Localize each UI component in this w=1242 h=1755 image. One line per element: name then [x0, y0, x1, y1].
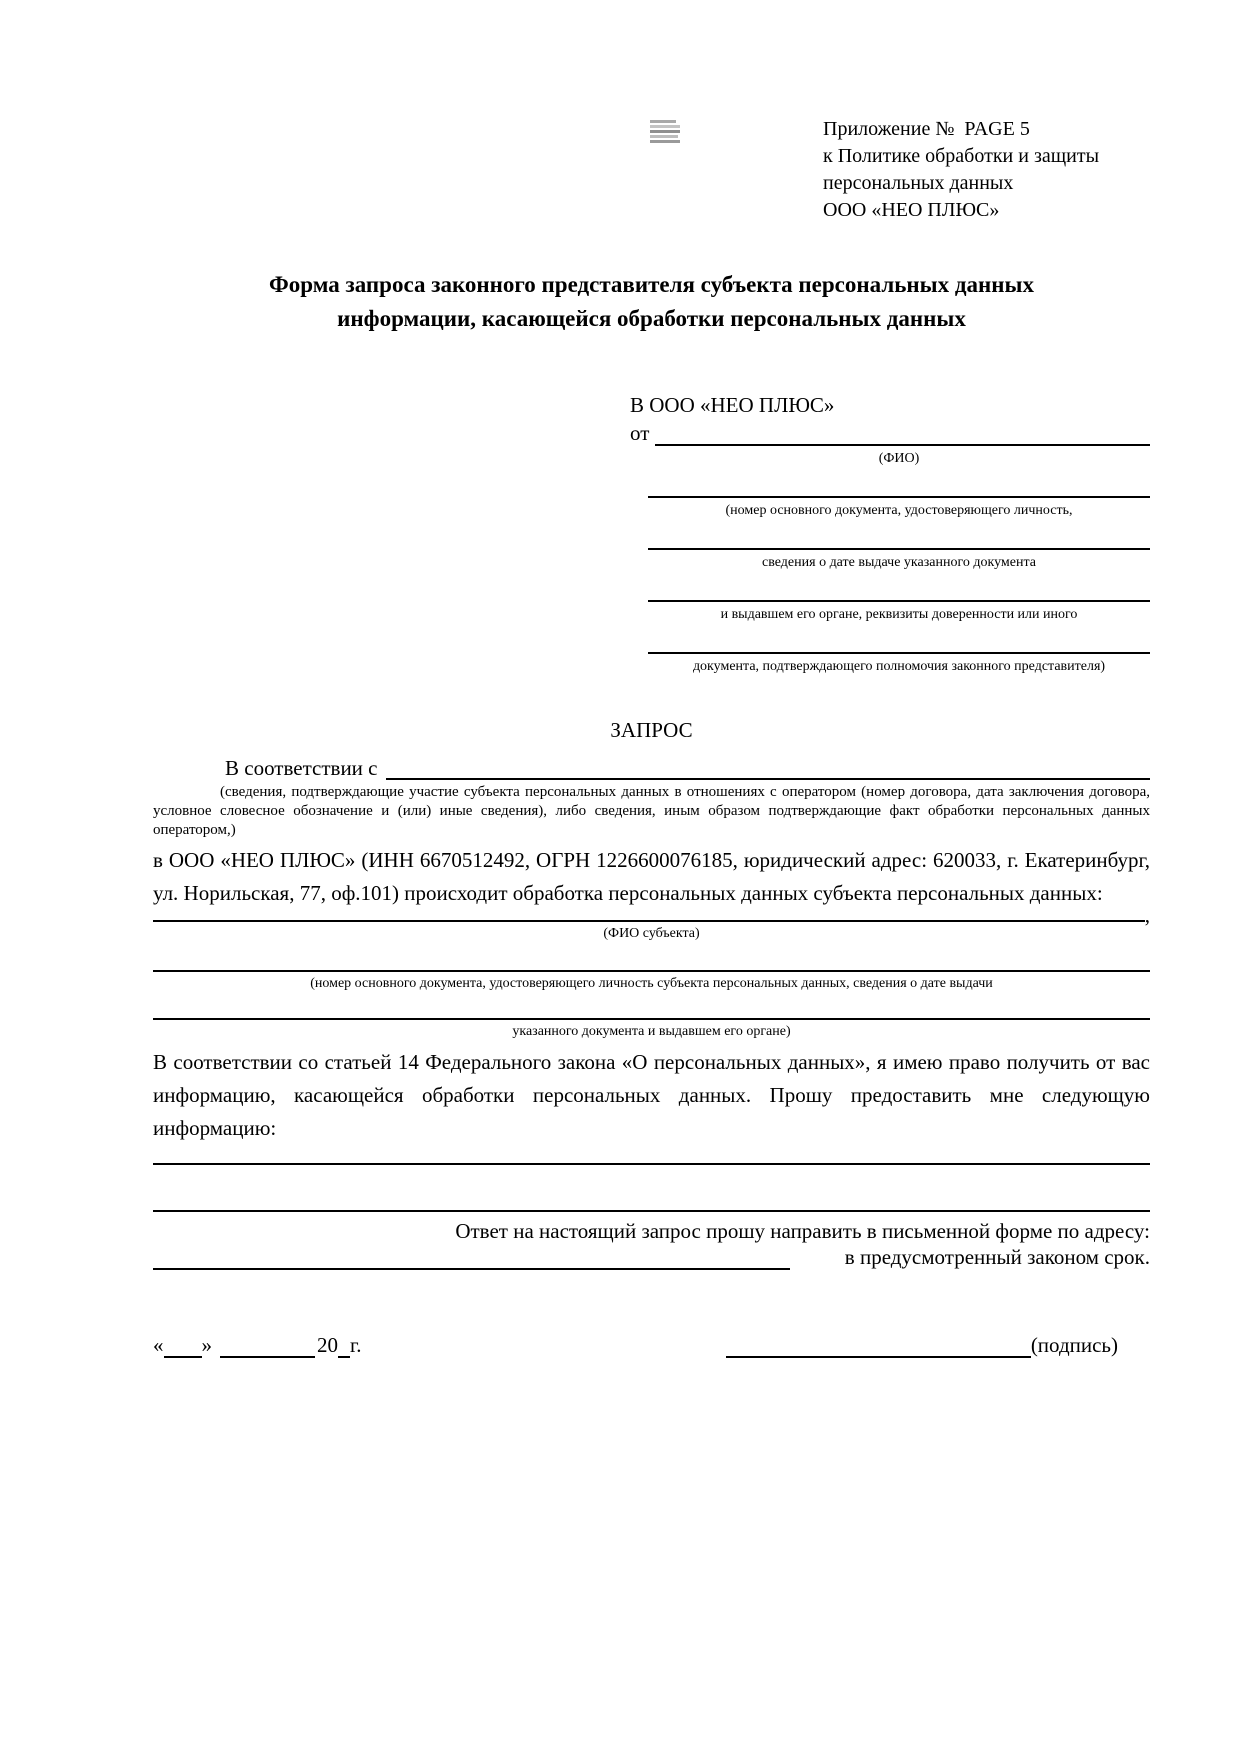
- fio-caption: (ФИО): [878, 451, 920, 466]
- date-year-blank-line: [338, 1336, 350, 1358]
- requested-info-blank-line-1: [153, 1145, 1150, 1165]
- accordance-field-row: [153, 756, 1150, 780]
- reply-address-blank-line: [153, 1244, 790, 1270]
- date-quote-close: »: [201, 1333, 212, 1357]
- subject-doc-blank-line-1: [153, 944, 1150, 972]
- date-year-suffix: г.: [350, 1333, 362, 1357]
- signature-blank-line: [726, 1334, 1031, 1358]
- accordance-label: В соответствии с: [225, 756, 378, 780]
- doc-authority-blank-line: [648, 624, 1150, 654]
- accordance-blank-line: [386, 778, 1151, 780]
- subject-fio-field-row: [153, 903, 1150, 927]
- reply-address-field-row: [153, 1244, 1150, 1270]
- doc-issuer-caption: и выдавшем его органе, реквизиты доверенности или иного: [720, 607, 1078, 622]
- doc-number-blank-line: [648, 468, 1150, 498]
- appendix-policy-line2: персональных данных: [823, 172, 1014, 194]
- date-month-blank-line: [220, 1336, 315, 1358]
- doc-number-caption: (номер основного документа, удостоверяющего личность,: [725, 503, 1073, 518]
- addressee-block: [630, 390, 1150, 676]
- subject-fio-caption: (ФИО субъекта): [603, 926, 700, 941]
- date-signature-row: [153, 1332, 1150, 1358]
- appendix-number-line: Приложение № PAGE 5: [823, 118, 1030, 140]
- appendix-org-line: ООО «НЕО ПЛЮС»: [823, 199, 1000, 221]
- doc-issuer-blank-line: [648, 572, 1150, 602]
- reply-address-line2-text: в предусмотренный законом срок.: [844, 1245, 1150, 1269]
- date-day-blank-line: [164, 1336, 202, 1358]
- from-fio-blank-line: [655, 444, 1150, 446]
- subject-doc-blank-line-2: [153, 994, 1150, 1020]
- appendix-policy-line1: к Политике обработки и защиты: [823, 145, 1100, 167]
- page-title-line1: Форма запроса законного представителя субъекта персональных данных: [269, 272, 1034, 297]
- request-heading: ЗАПРОС: [610, 718, 693, 742]
- addressee-fields: [648, 446, 1150, 676]
- appendix-block: [823, 0, 1150, 224]
- doc-date-blank-line: [648, 520, 1150, 550]
- operator-paragraph: в ООО «НЕО ПЛЮС» (ИНН 6670512492, ОГРН 1226600076185, юридический адрес: 620033, г. Екатеринбург, ул. Норильская, 77, оф.101) происходит обработка персональных данных субъекта персональных данных:: [153, 848, 1150, 905]
- subject-fio-blank-line: [153, 920, 1145, 922]
- signature-caption: (подпись): [1030, 1333, 1118, 1357]
- doc-authority-caption: документа, подтверждающего полномочия законного представителя): [692, 659, 1106, 674]
- page-title-line2: информации, касающейся обработки персональных данных: [337, 306, 966, 331]
- reply-address-line1: Ответ на настоящий запрос прошу направить в письменной форме по адресу:: [455, 1219, 1150, 1243]
- date-year-prefix: 20: [317, 1333, 338, 1357]
- from-label: от: [630, 421, 650, 445]
- subject-doc-caption-2: указанного документа и выдавшем его органе): [512, 1024, 791, 1039]
- subject-fio-trailing-comma: ,: [1144, 903, 1150, 927]
- field-code-icon: [650, 120, 680, 144]
- date-quote-open: «: [153, 1333, 164, 1357]
- signature-field: [726, 1332, 1118, 1358]
- addressee-to-line: В ООО «НЕО ПЛЮС»: [630, 393, 835, 417]
- date-field: [153, 1332, 362, 1358]
- subject-doc-caption-1: (номер основного документа, удостоверяющего личность субъекта персональных данных, сведения о дате выдачи: [310, 976, 993, 991]
- explanatory-note: (сведения, подтверждающие участие субъекта персональных данных в отношениях с оператором (номер договора, дата заключения договора, условное словесное обозначение и (или) иные сведения), либо сведения, иным образом подтверждающие факт обработки персональных данных оператором,): [153, 784, 1150, 838]
- requested-info-blank-line-2: [153, 1165, 1150, 1212]
- from-field-row: [630, 420, 1150, 446]
- law-paragraph: В соответствии со статьей 14 Федерального закона «О персональных данных», я имею право получить от вас информацию, касающейся обработки персональных данных. Прошу предоставить мне следующую информацию:: [153, 1050, 1150, 1140]
- doc-date-caption: сведения о дате выдаче указанного документа: [762, 555, 1036, 570]
- page-title: [153, 268, 1150, 336]
